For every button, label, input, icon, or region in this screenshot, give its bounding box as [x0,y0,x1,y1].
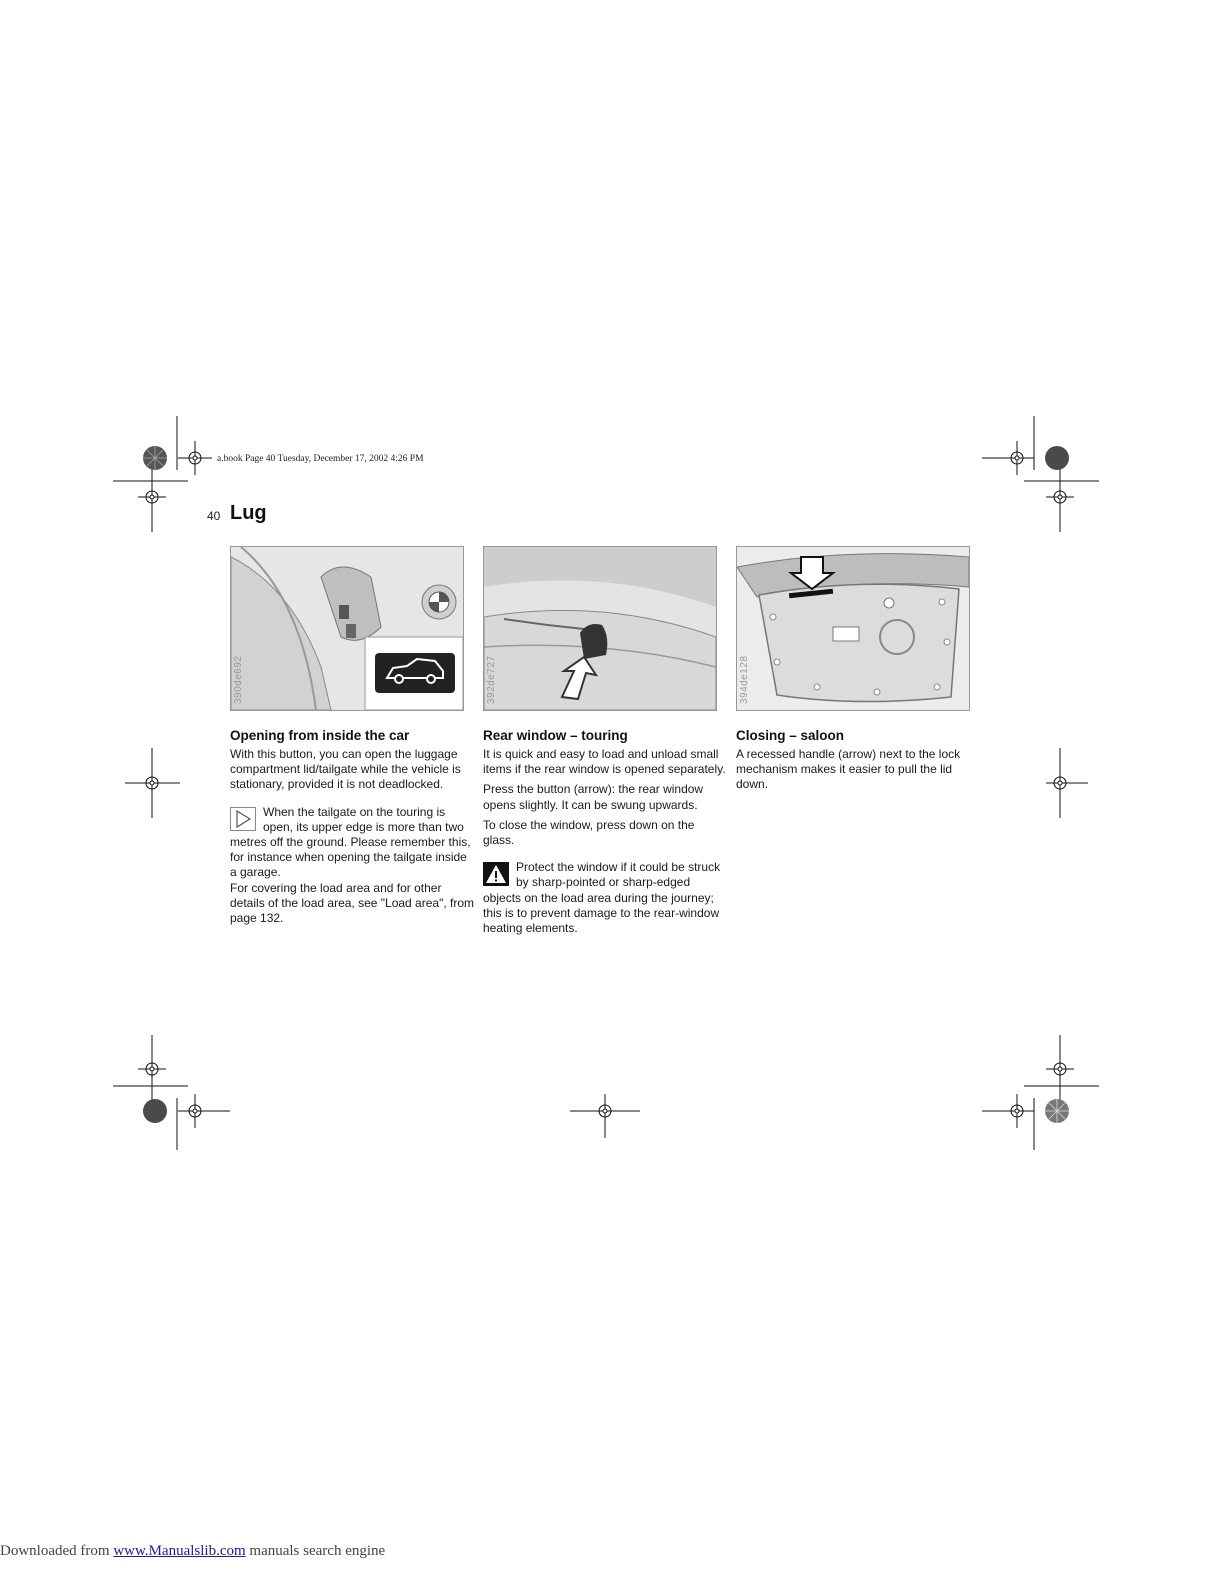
figure-code: 392de727 [486,655,497,704]
footer-prefix: Downloaded from [0,1543,114,1559]
figure-code: 394de128 [739,655,750,704]
note-box [230,805,474,881]
paragraph: With this button, you can open the luggage compartment lid/tailgate while the vehicle is stationary, provided it is not deadlocked. [230,747,461,792]
section-rear-window [483,727,727,936]
warning-icon [483,862,509,886]
warning-box [483,860,727,936]
warning-text: Protect the window if it could be struck by sharp-pointed or sharp-edged objects on the load area during the journey; this is to prevent damage to the rear-window heating elements. [483,860,721,936]
section-heading: Rear window – touring [483,728,628,743]
page-title: Lug [230,502,267,524]
paragraph: A recessed handle (arrow) next to the lock mechanism makes it easier to pull the lid down. [736,747,961,792]
download-footer [0,1543,385,1560]
print-header: a.book Page 40 Tuesday, December 17, 2002 4:26 PM [217,454,424,464]
section-heading: Opening from inside the car [230,728,410,743]
manualslib-link[interactable]: www.Manualslib.com [113,1543,246,1559]
figure-rear-window [483,546,717,711]
footer-suffix: manuals search engine [245,1543,386,1559]
section-opening-inside [230,727,474,931]
figure-inside-button [230,546,464,711]
interior-illustration [231,547,463,710]
paragraph: Press the button (arrow): the rear window opens slightly. It can be swung upwards. [483,782,704,812]
page-number: 40 [207,509,221,523]
paragraph: To close the window, press down on the glass. [483,817,695,848]
section-heading: Closing – saloon [736,728,845,743]
figure-boot-lid [736,546,970,711]
rear-window-illustration [484,547,716,710]
figure-code: 390de692 [233,655,244,704]
note-arrow-icon [230,807,256,831]
note-text: When the tailgate on the touring is open, its upper edge is more than two metres off the ground. Please remember this, for instance when opening the tailgate inside a garage. [230,804,471,880]
boot-lid-illustration [737,547,969,710]
paragraph: For covering the load area and for other details of the load area, see "Load area", from page 132. [230,880,475,926]
section-closing-saloon [736,727,980,798]
paragraph: It is quick and easy to load and unload small items if the rear window is opened separately. [483,747,726,777]
